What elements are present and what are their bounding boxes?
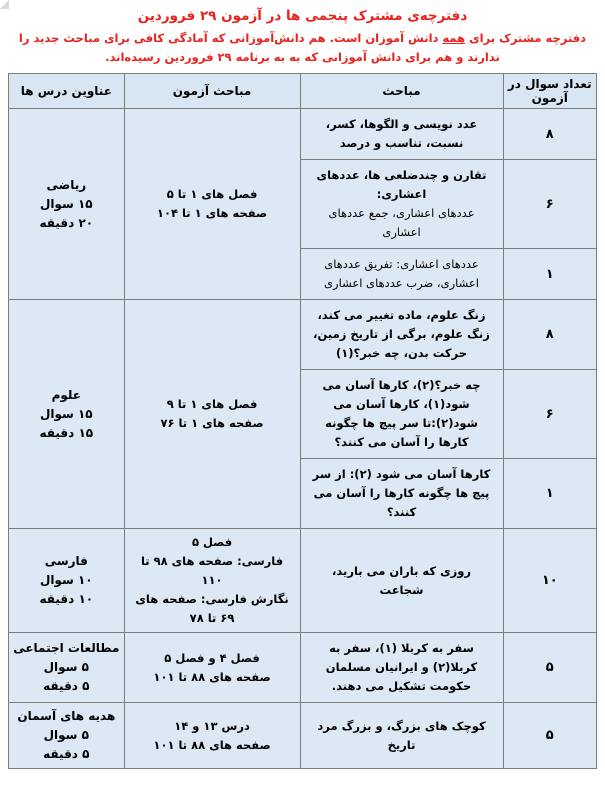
cell-question-count: ۸ bbox=[503, 300, 596, 370]
subject-line: ۱۰ سوال bbox=[39, 573, 93, 587]
cell-question-count: ۶ bbox=[503, 370, 596, 459]
topics-bold-text: روزی که باران می بارید، شجاعت bbox=[332, 563, 471, 597]
subtitle-post: دانش آموزان است. هم دانش‌آموزانی که آمادگی کافی برای مباحث جدید را ندارند و هم برای دانش آموزانی که به به برنامه ۲۹ فروردین رسیده‌اند. bbox=[18, 31, 500, 64]
exam-schedule-table bbox=[8, 73, 597, 769]
cell-subject bbox=[9, 529, 125, 633]
cell-topics bbox=[300, 300, 503, 370]
column-header-subject: عناوین درس ها bbox=[9, 74, 125, 109]
cell-exam-scope bbox=[124, 633, 300, 703]
subject-line: مطالعات اجتماعی bbox=[13, 641, 120, 655]
cell-subject bbox=[9, 109, 125, 300]
subject-line: ۵ دقیقه bbox=[43, 679, 90, 693]
exam-scope-line: فارسی: صفحه های ۹۸ تا ۱۱۰ bbox=[140, 554, 284, 587]
cell-exam-scope bbox=[124, 529, 300, 633]
topics-bold-text: زنگ علوم، ماده تغییر می کند، زنگ علوم، برگی از تاریخ زمین، حرکت بدن، چه خبر؟(۱) bbox=[313, 308, 490, 360]
topics-bold-text: تقارن و چندضلعی ها، عددهای اعشاری: bbox=[316, 168, 487, 201]
cell-subject bbox=[9, 703, 125, 769]
exam-scope-line: نگارش فارسی: صفحه های ۶۹ تا ۷۸ bbox=[135, 592, 289, 625]
subject-line: علوم bbox=[51, 387, 82, 402]
exam-scope-line: صفحه های ۸۸ تا ۱۰۱ bbox=[153, 669, 271, 684]
cell-question-count: ۶ bbox=[503, 160, 596, 249]
exam-scope-line: صفحه های ۱ تا ۱۰۴ bbox=[156, 206, 268, 220]
cell-subject bbox=[9, 633, 125, 703]
subject-line: فارسی bbox=[44, 554, 88, 568]
cell-exam-scope bbox=[124, 300, 300, 529]
page-subtitle bbox=[10, 29, 595, 67]
exam-scope-line: فصل ۴ و فصل ۵ bbox=[164, 650, 260, 665]
topics-bold-text: عدد نویسی و الگوها، کسر، نسبت، تناسب و درصد bbox=[325, 117, 478, 150]
exam-scope-line: صفحه های ۱ تا ۷۶ bbox=[160, 416, 264, 430]
cell-question-count: ۱ bbox=[503, 249, 596, 300]
subject-line: ۵ سوال bbox=[43, 660, 89, 674]
page-corner-fold bbox=[0, 0, 9, 9]
cell-question-count: ۵ bbox=[503, 633, 596, 703]
table-row bbox=[9, 109, 597, 160]
topics-bold-text: سفر به کربلا (۱)، سفر به کربلا(۲) و ایرانیان مسلمان حکومت تشکیل می دهند. bbox=[325, 641, 478, 693]
subject-line: ۱۵ دقیقه bbox=[39, 425, 94, 440]
cell-topics bbox=[300, 370, 503, 459]
subtitle-underline: همه bbox=[442, 31, 466, 45]
topics-light-text: عددهای اعشاری، جمع عددهای اعشاری bbox=[328, 206, 475, 239]
cell-topics bbox=[300, 160, 503, 249]
cell-topics bbox=[300, 529, 503, 633]
subject-line: ۱۰ دقیقه bbox=[39, 592, 94, 606]
cell-subject bbox=[9, 300, 125, 529]
exam-scope-line: فصل های ۱ تا ۹ bbox=[166, 397, 258, 411]
page-title: دفترچه‌ی مشترک پنجمی ها در آزمون ۲۹ فروردین bbox=[137, 8, 468, 24]
subject-line: ۱۵ سوال bbox=[39, 196, 93, 211]
cell-question-count: ۵ bbox=[503, 703, 596, 769]
exam-scope-line: فصل های ۱ تا ۵ bbox=[166, 187, 258, 201]
subject-line: هدیه های آسمان bbox=[17, 709, 116, 723]
exam-scope-line: صفحه های ۸۸ تا ۱۰۱ bbox=[153, 737, 271, 752]
topics-bold-text: کارها آسان می شود (۲): از سر پیچ ها چگونه کارها را آسان می کنند؟ bbox=[312, 467, 491, 519]
table-row bbox=[9, 300, 597, 370]
subject-line: ۱۵ سوال bbox=[39, 406, 93, 421]
column-header-count: تعداد سوال در آزمون bbox=[503, 74, 596, 109]
cell-question-count: ۱۰ bbox=[503, 529, 596, 633]
subject-line: ۲۰ دقیقه bbox=[39, 215, 94, 230]
cell-question-count: ۸ bbox=[503, 109, 596, 160]
table-body bbox=[9, 109, 597, 769]
column-header-exam: مباحث آزمون bbox=[124, 74, 300, 109]
table-row bbox=[9, 703, 597, 769]
subtitle-pre: دفترچه مشترک برای bbox=[465, 31, 587, 45]
topics-bold-text: چه خبر؟(۲)، کارها آسان می شود(۱)، کارها آسان می شود(۲):تا سر پیچ ها چگونه کارها را آسان می کنند؟ bbox=[322, 378, 481, 449]
exam-scope-line: فصل ۵ bbox=[191, 535, 233, 549]
cell-topics bbox=[300, 703, 503, 769]
exam-scope-line: درس ۱۳ و ۱۴ bbox=[174, 718, 250, 733]
cell-topics bbox=[300, 459, 503, 529]
cell-topics bbox=[300, 109, 503, 160]
cell-topics bbox=[300, 633, 503, 703]
cell-exam-scope bbox=[124, 703, 300, 769]
table-row bbox=[9, 633, 597, 703]
subject-line: ۵ دقیقه bbox=[43, 747, 90, 761]
topics-light-text: عددهای اعشاری: تفریق عددهای اعشاری، ضرب عددهای اعشاری bbox=[324, 257, 479, 290]
table-header bbox=[9, 74, 597, 109]
cell-question-count: ۱ bbox=[503, 459, 596, 529]
topics-bold-text: کوچک های بزرگ، و بزرگ مرد تاریخ bbox=[317, 718, 486, 752]
cell-topics bbox=[300, 249, 503, 300]
cell-exam-scope bbox=[124, 109, 300, 300]
table-header-row bbox=[9, 74, 597, 109]
column-header-topics: مباحث bbox=[300, 74, 503, 109]
subject-line: ریاضی bbox=[46, 177, 87, 192]
document-header bbox=[0, 0, 605, 71]
table-row bbox=[9, 529, 597, 633]
subject-line: ۵ سوال bbox=[43, 728, 89, 742]
